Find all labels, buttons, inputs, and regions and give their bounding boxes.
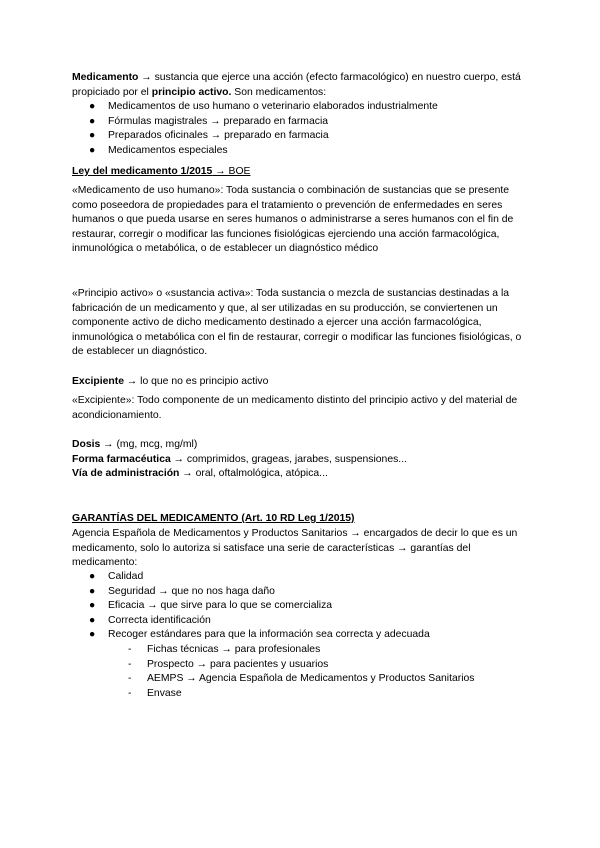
medicamento-def-2: Son medicamentos: xyxy=(231,86,327,98)
sublist-item: - AEMPS → Agencia Española de Medicamentos y Productos Sanitarios xyxy=(128,672,548,687)
bullet-icon: ● xyxy=(89,101,96,112)
principio-activo-term: principio activo. xyxy=(151,86,232,98)
list-item: ● Medicamentos especiales xyxy=(72,144,532,159)
garantias-heading xyxy=(72,512,532,527)
excipiente-heading xyxy=(72,375,532,390)
dash-icon: - xyxy=(128,673,132,684)
sublist-item: - Envase xyxy=(128,687,548,702)
dosis-tail: (mg, mcg, mg/ml) xyxy=(113,439,198,450)
estandares-sublist xyxy=(128,643,548,701)
list-item: ● Fórmulas magistrales → preparado en farmacia xyxy=(72,115,532,130)
ley-heading-tail: → BOE xyxy=(212,166,251,177)
medicamento-uso-humano-definition: «Medicamento de uso humano»: Toda sustancia o combinación de sustancias que se presente como poseedora de propiedades para el tratamiento o prevención de enfermedades en seres humanos o que pueda usarse en seres humanos o administrarse a seres humanos con el fin de restaurar, corregir o modificar las funciones fisiológicas ejerciendo una acción farmacológica, inmunológica o metabólica, o de establecer un diagnóstico médico xyxy=(72,185,514,254)
forma-term: Forma farmacéutica → xyxy=(72,454,185,465)
medicamento-def-1: → sustancia que ejerce una acción (efecto farmacológico) en nuestro cuerpo, está propiciado por el xyxy=(72,72,521,98)
forma-tail: comprimidos, grageas, jarabes, suspensiones... xyxy=(184,454,407,465)
via-tail: oral, oftalmológica, atópica... xyxy=(192,468,328,479)
bullet-icon: ● xyxy=(89,629,96,640)
bullet-icon: ● xyxy=(89,600,96,611)
bullet-icon: ● xyxy=(89,144,96,156)
excipiente-term: Excipiente xyxy=(72,376,124,387)
bullet-icon: ● xyxy=(89,115,96,127)
medicamento-paragraph xyxy=(72,71,532,100)
medicamento-term: Medicamento xyxy=(72,72,139,83)
via-administracion-line xyxy=(72,467,532,482)
garantias-intro: Agencia Española de Medicamentos y Productos Sanitarios → encargados de decir lo que es un medicamento, solo lo autoriza si satisface una serie de características → garantías del medicamento: xyxy=(72,528,518,568)
sublist-item: - Prospecto → para pacientes y usuarios xyxy=(128,658,548,673)
excipiente-tail: → lo que no es principio activo xyxy=(123,376,269,387)
dash-icon: - xyxy=(128,644,132,655)
list-item: ● Seguridad → que no nos haga daño xyxy=(72,585,532,600)
list-item: ● Recoger estándares para que la información sea correcta y adecuada xyxy=(72,628,532,643)
excipiente-definition: «Excipiente»: Todo componente de un medicamento distinto del principio activo y del material de acondicionamiento. xyxy=(72,395,518,421)
forma-farmaceutica-line xyxy=(72,453,532,468)
bullet-icon: ● xyxy=(89,585,96,597)
bullet-icon: ● xyxy=(89,614,96,626)
garantias-list xyxy=(72,570,532,643)
ley-heading-title: Ley del medicamento 1/2015 xyxy=(72,166,213,177)
dash-icon: - xyxy=(128,687,132,699)
sublist-item: - Fichas técnicas → para profesionales xyxy=(128,643,548,658)
medicamentos-list xyxy=(72,100,532,158)
list-item: ● Preparados oficinales → preparado en farmacia xyxy=(72,129,532,144)
principio-activo-definition: «Principio activo» o «sustancia activa»: Toda sustancia o mezcla de sustancias destinadas a la fabricación de un medicamento y que, al ser utilizadas en su producción, se conviertenen un componente activo de dicho medicamento destinado a ejercer una acción farmacológica, inmunológica o metabólica con el fin de restaurar, corregir o modificar las funciones fisiológicas, o de establecer un diagnóstico. xyxy=(72,288,522,357)
dash-icon: - xyxy=(128,658,132,670)
dosis-line xyxy=(72,438,532,453)
bullet-icon: ● xyxy=(89,130,96,141)
garantias-heading-title: GARANTÍAS DEL MEDICAMENTO (Art. 10 RD Leg 1/2015) xyxy=(72,513,355,524)
list-item: ● Eficacia → que sirve para lo que se comercializa xyxy=(72,599,532,614)
dosis-term: Dosis → xyxy=(72,439,114,450)
via-term: Vía de administración → xyxy=(72,468,193,479)
ley-heading xyxy=(72,165,532,180)
list-item: ● Calidad xyxy=(72,570,532,585)
list-item: ● Correcta identificación xyxy=(72,614,532,629)
bullet-icon: ● xyxy=(89,571,96,582)
list-item: ● Medicamentos de uso humano o veterinario elaborados industrialmente xyxy=(72,100,532,115)
